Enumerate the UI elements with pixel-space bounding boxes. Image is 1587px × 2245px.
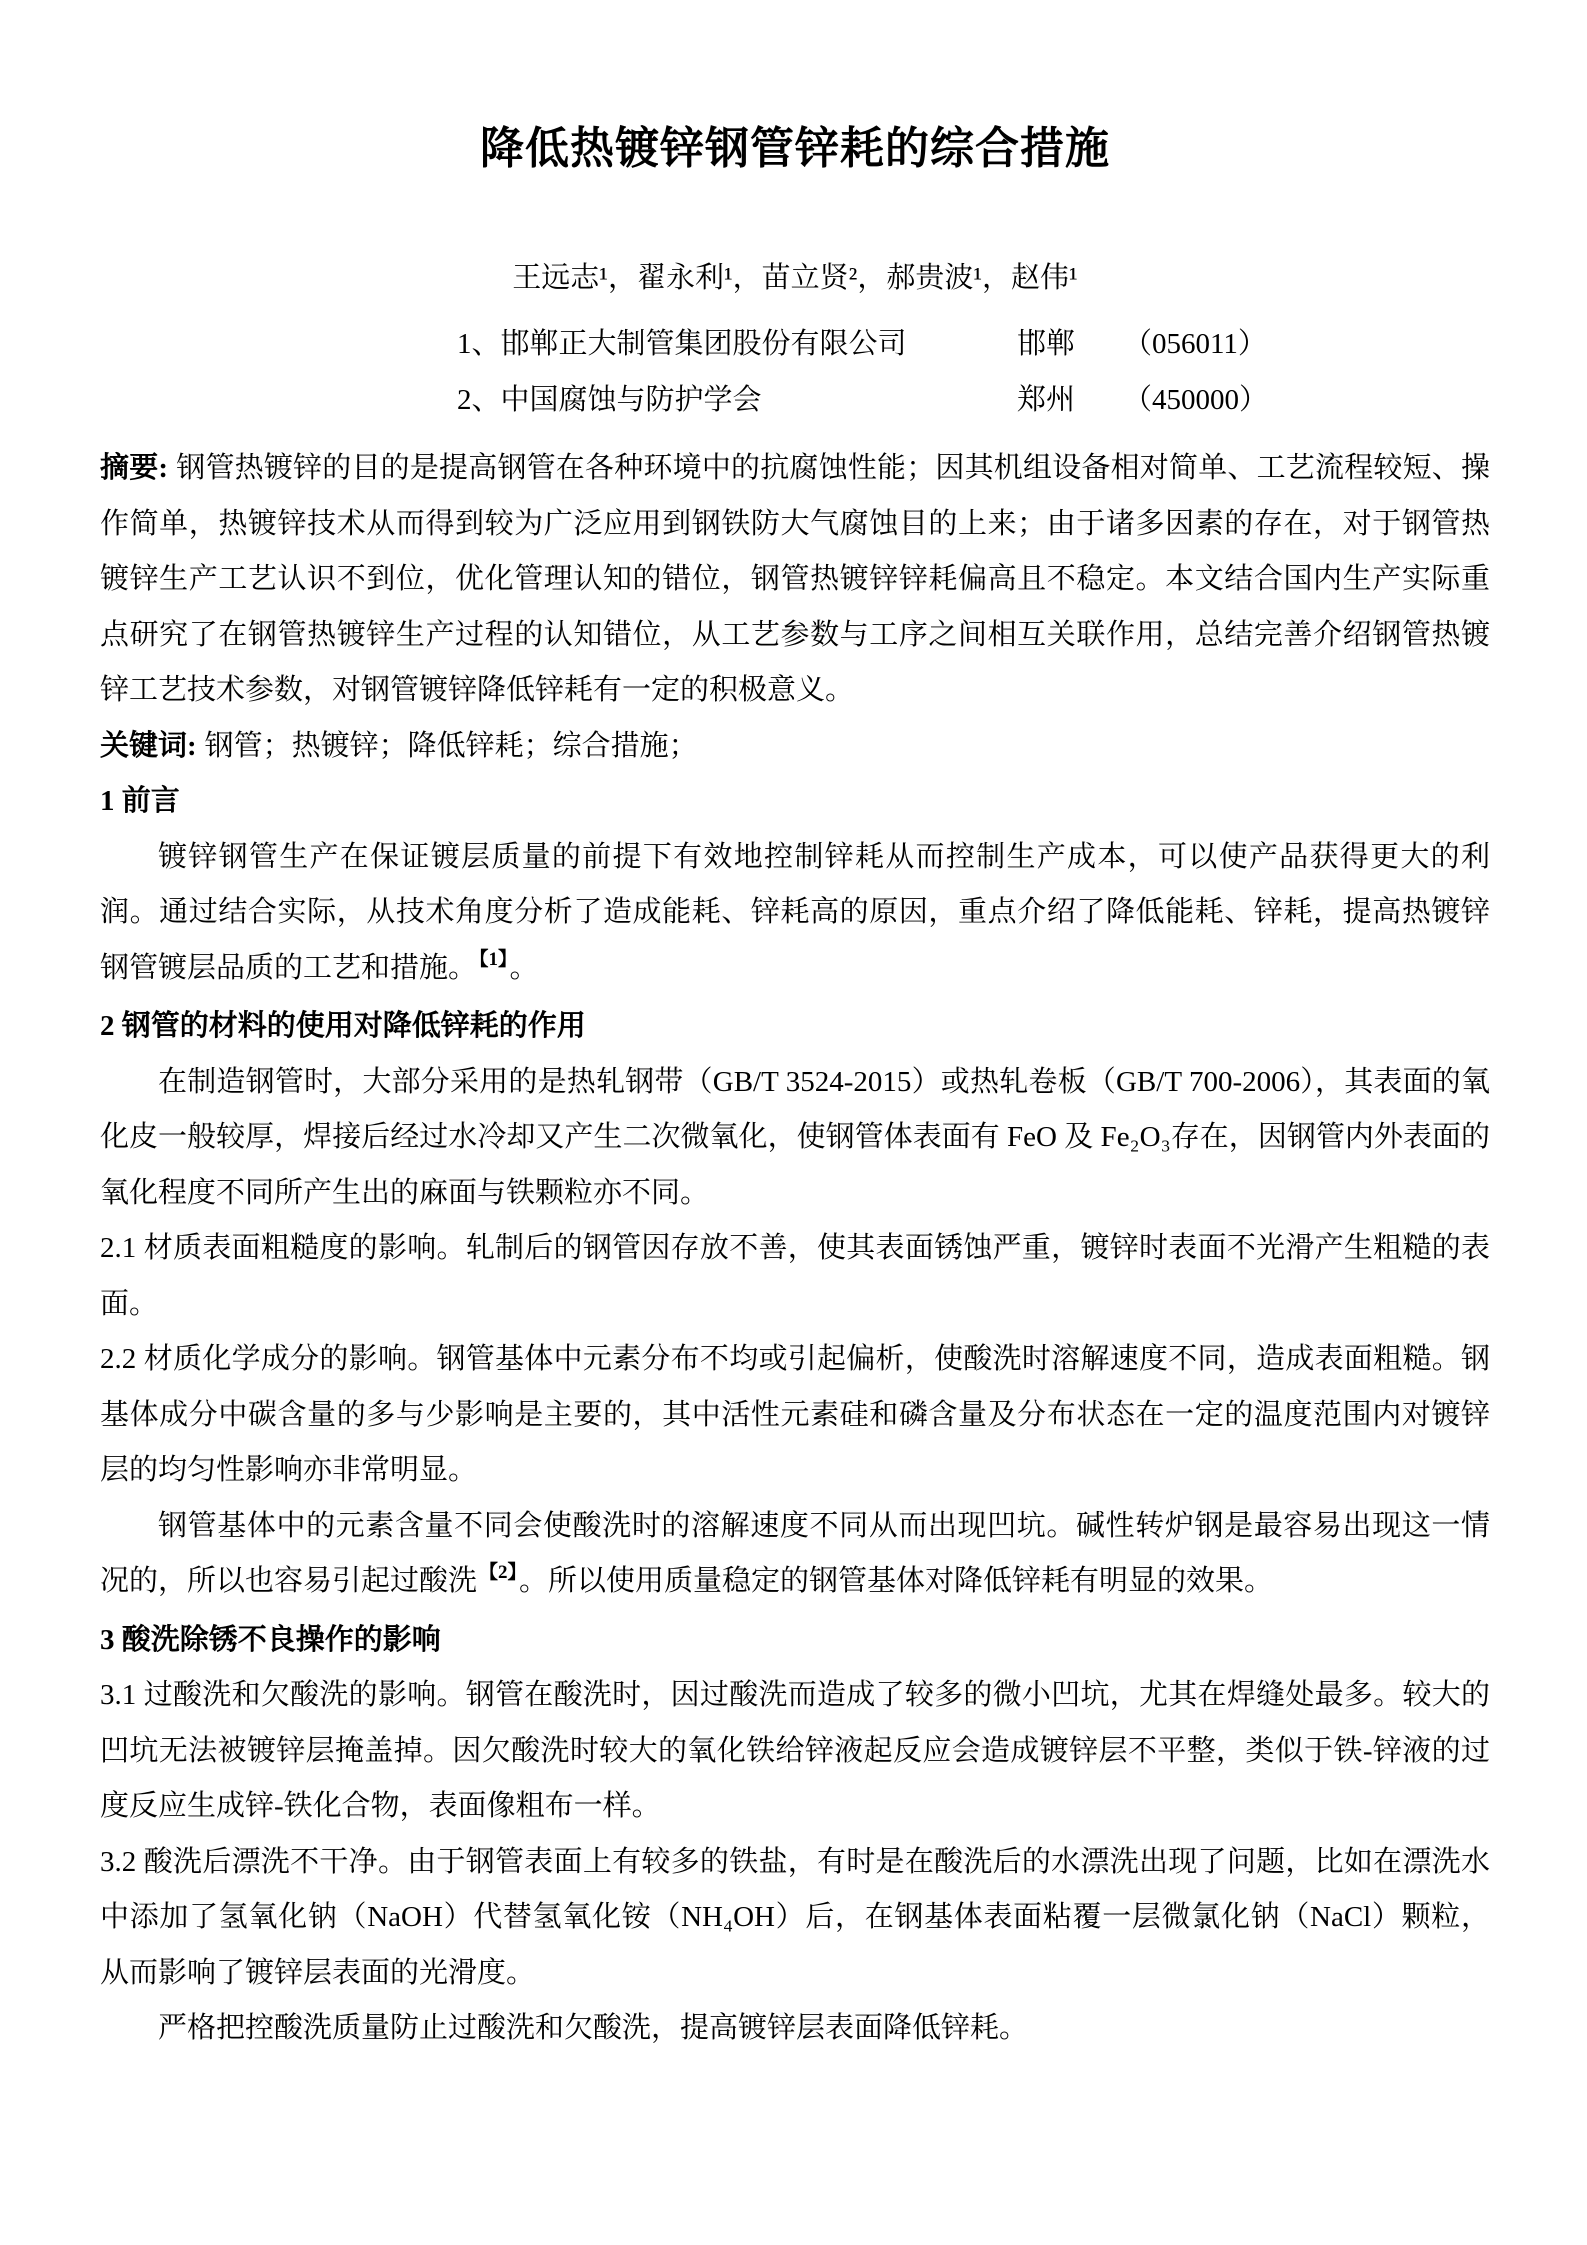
affiliation-1-postcode: （056011）: [1123, 328, 1267, 360]
abstract-label: 摘要:: [100, 452, 169, 484]
paragraph-2-1: 2.1 材质表面粗糙度的影响。轧制后的钢管因存放不善，使其表面锈蚀严重，镀锌时表面不光滑产生粗糙的表面。: [100, 1232, 1490, 1320]
affiliation-1-city: 邯郸: [1017, 328, 1076, 360]
material-paragraph: 在制造钢管时，大部分采用的是热轧钢带（GB/T 3524-2015）或热轧卷板（GB/T 700-2006），其表面的氧化皮一般较厚，焊接后经过水冷却又产生二次微氧化，使钢管体表面有 FeO 及 Fe₂O₃存在，因钢管内外表面的氧化程度不同所产生出的麻面与铁颗粒亦不同。: [100, 1065, 1490, 1209]
section-1-heading: 1 前言: [100, 785, 180, 817]
intro-paragraph: [100, 830, 1490, 1000]
keywords-text: 钢管；热镀锌；降低锌耗；综合措施；: [204, 729, 698, 762]
keywords-label: 关键词:: [100, 729, 197, 762]
affiliations-block: [100, 316, 1490, 428]
intro-text: 镀锌钢管生产在保证镀层质量的前提下有效地控制锌耗从而控制生产成本，可以使产品获得更大的利润。通过结合实际，从技术角度分析了造成能耗、锌耗高的原因，重点介绍了降低能耗、锌耗，提高热镀锌钢管镀层品质的工艺和措施。: [100, 840, 1490, 984]
affiliation-2: [100, 372, 1490, 428]
intro-tail: 。: [509, 951, 539, 984]
affiliation-2-city: 郑州: [1017, 384, 1076, 416]
affiliation-1-name: 1、邯郸正大制管集团股份有限公司: [457, 328, 907, 360]
abstract-paragraph: [100, 441, 1490, 719]
affiliation-2-name: 2、中国腐蚀与防护学会: [457, 384, 762, 416]
base-metal-tail: 。所以使用质量稳定的钢管基体对降低锌耗有明显的效果。: [519, 1565, 1274, 1597]
base-metal-text: 钢管基体中的元素含量不同会使酸洗时的溶解速度不同从而出现凹坑。碱性转炉钢是最容易出现这一情况的，所以也容易引起过酸洗: [100, 1509, 1490, 1597]
closing-paragraph: 严格把控酸洗质量防止过酸洗和欠酸洗，提高镀锌层表面降低锌耗。: [158, 2012, 1029, 2044]
affiliation-2-postcode: （450000）: [1123, 384, 1269, 416]
keywords-line: [100, 719, 1490, 775]
base-metal-paragraph: [100, 1499, 1490, 1613]
citation-ref-1: 【1】: [479, 948, 508, 970]
paragraph-2-2: 2.2 材质化学成分的影响。钢管基体中元素分布不均或引起偏析，使酸洗时溶解速度不同，造成表面粗糙。钢基体成分中碳含量的多与少影响是主要的，其中活性元素硅和磷含量及分布状态在一定的温度范围内对镀锌层的均匀性影响亦非常明显。: [100, 1343, 1490, 1486]
section-3-heading: 3 酸洗除锈不良操作的影响: [100, 1623, 441, 1656]
paper-title: 降低热镀锌钢管锌耗的综合措施: [480, 124, 1110, 173]
authors-line: 王远志¹，翟永利¹，苗立贤²，郝贵波¹，赵伟¹: [512, 262, 1078, 294]
abstract-text: 钢管热镀锌的目的是提高钢管在各种环境中的抗腐蚀性能；因其机组设备相对简单、工艺流程较短、操作简单，热镀锌技术从而得到较为广泛应用到钢铁防大气腐蚀目的上来；由于诸多因素的存在，对于钢管热镀锌生产工艺认识不到位，优化管理认知的错位，钢管热镀锌锌耗偏高且不稳定。本文结合国内生产实际重点研究了在钢管热镀锌生产过程的认知错位，从工艺参数与工序之间相互关联作用，总结完善介绍钢管热镀锌工艺技术参数，对钢管镀锌降低锌耗有一定的积极意义。: [100, 452, 1490, 706]
paragraph-3-2: 3.2 酸洗后漂洗不干净。由于钢管表面上有较多的铁盐，有时是在酸洗后的水漂洗出现了问题，比如在漂洗水中添加了氢氧化钠（NaOH）代替氢氧化铵（NH₄OH）后，在钢基体表面粘覆一层微氯化钠（NaCl）颗粒，从而影响了镀锌层表面的光滑度。: [100, 1845, 1490, 1989]
paper-body: [100, 441, 1490, 2057]
section-2-heading: 2 钢管的材料的使用对降低锌耗的作用: [100, 1010, 586, 1042]
citation-ref-2: 【2】: [479, 1562, 518, 1583]
paragraph-3-1: 3.1 过酸洗和欠酸洗的影响。钢管在酸洗时，因过酸洗而造成了较多的微小凹坑，尤其在焊缝处最多。较大的凹坑无法被镀锌层掩盖掉。因欠酸洗时较大的氧化铁给锌液起反应会造成镀锌层不平整，类似于铁-锌液的过度反应生成锌-铁化合物，表面像粗布一样。: [100, 1679, 1490, 1822]
page-content: [100, 0, 1490, 2057]
affiliation-1: [100, 316, 1490, 372]
